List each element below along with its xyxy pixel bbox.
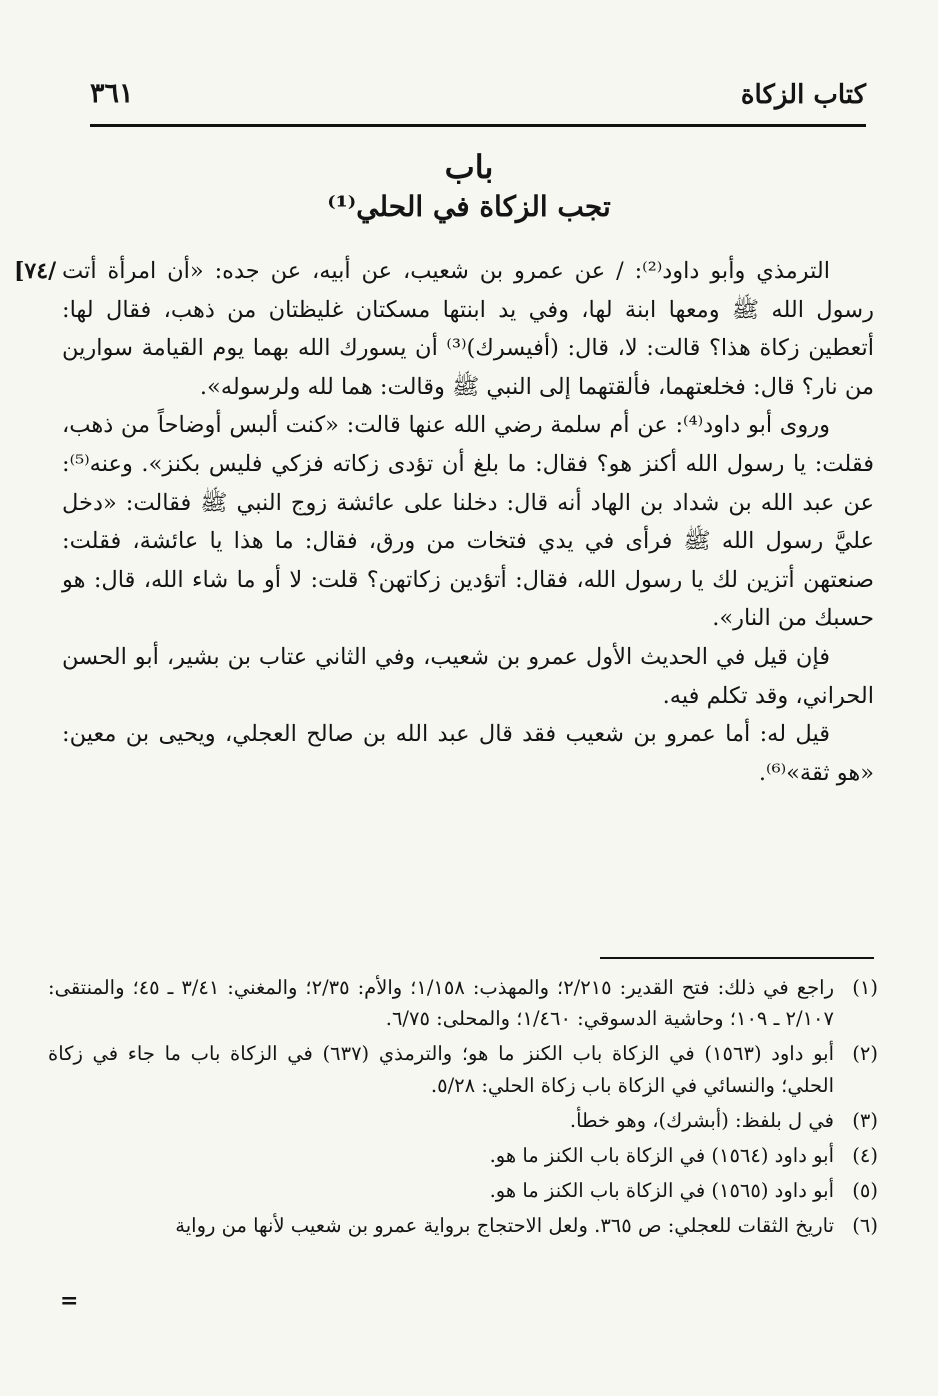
- paragraph: الترمذي وأبو داود⁽²⁾: / عن عمرو بن شعيب، عن أبيه، عن جده: «أن امرأة أتت رسول الله ﷺ ومعها ابنة لها، وفي يد ابنتها مسكتان غليظتان من ذهب، فقال لها: أتعطين زكاة هذا؟ قالت: لا، قال: (أفيسرك)⁽³⁾ أن يسورك الله بهما يوم القيامة سوارين من نار؟ قال: فخلعتهما، فألقتهما إلى النبي ﷺ وقالت: هما لله ولرسوله».: [62, 258, 874, 400]
- footnote-item: [48, 1210, 878, 1241]
- paragraph: وروى أبو داود⁽⁴⁾: عن أم سلمة رضي الله عنها قالت: «كنت ألبس أوضاحاً من ذهب، فقلت: يا رسول الله أكنز هو؟ فقال: ما بلغ أن تؤدى زكاته فزكي فليس بكنز». وعنه⁽⁵⁾: عن عبد الله بن شداد بن الهاد أنه قال: دخلنا على عائشة زوج النبي ﷺ فقالت: «دخل عليَّ رسول الله ﷺ فرأى في يدي فتخات من ورق، فقال: ما هذا يا عائشة، فقلت: صنعتهن أتزين لك يا رسول الله، فقال: أتؤدين زكاتهن؟ قلت: لا أو ما شاء الله، قال: هو حسبك من النار».: [62, 412, 874, 632]
- footnote-item: [48, 1038, 878, 1100]
- footnote-number: (٣): [852, 1108, 878, 1132]
- continuation-mark: =: [60, 1288, 79, 1314]
- chapter-title: تجب الزكاة في الحلي⁽¹⁾: [327, 190, 611, 223]
- footnote-item: [48, 1140, 878, 1171]
- footnote-item: [48, 1175, 878, 1206]
- footnote-number: (٢): [852, 1042, 878, 1066]
- footnote-text: تاريخ الثقات للعجلي: ص ٣٦٥. ولعل الاحتجاج برواية عمرو بن شعيب لأنها من رواية: [175, 1214, 834, 1238]
- footnote-number: (٦): [852, 1214, 878, 1238]
- footnote-text: في ل بلفظ: (أبشرك)، وهو خطأ.: [569, 1108, 834, 1132]
- footnote-separator: [600, 957, 874, 959]
- paragraph: فإن قيل في الحديث الأول عمرو بن شعيب، وفي الثاني عتاب بن بشير، أبو الحسن الحراني، وقد تكلم فيه.: [62, 643, 874, 709]
- book-title: كتاب الزكاة: [740, 80, 866, 110]
- footnote-text: أبو داود (١٥٦٤) في الزكاة باب الكنز ما هو.: [489, 1144, 834, 1168]
- main-text: [62, 252, 874, 792]
- margin-folio-reference: [٧٤/: [14, 258, 57, 284]
- footnote-number: (٥): [852, 1179, 878, 1203]
- footnote-text: أبو داود (١٥٦٣) في الزكاة باب الكنز ما هو؛ والترمذي (٦٣٧) في الزكاة باب ما جاء في زكاة الحلي؛ والنسائي في الزكاة باب زكاة الحلي: ٥/٢٨.: [48, 1042, 834, 1097]
- running-header: [90, 62, 866, 127]
- footnote-item: [48, 972, 878, 1034]
- footnote-item: [48, 1105, 878, 1136]
- page-number: ٣٦١: [90, 78, 134, 109]
- footnotes: [48, 972, 878, 1242]
- paragraph: قيل له: أما عمرو بن شعيب فقد قال عبد الله بن صالح العجلي، ويحيى بن معين: «هو ثقة»⁽⁶⁾.: [62, 721, 874, 786]
- footnote-number: (١): [852, 976, 878, 999]
- footnote-text: راجع في ذلك: فتح القدير: ٢/٢١٥؛ والمهذب: ١/١٥٨؛ والأم: ٢/٣٥؛ والمغني: ٣/٤١ ـ ٤٥؛ والمنتقى: ٢/١٠٧ ـ ١٠٩؛ وحاشية الدسوقي: ١/٤٦٠؛ والمحلى: ٦/٧٥.: [48, 976, 834, 1031]
- footnote-number: (٤): [852, 1144, 878, 1168]
- chapter-heading: باب: [444, 148, 494, 186]
- footnote-text: أبو داود (١٥٦٥) في الزكاة باب الكنز ما هو.: [489, 1179, 834, 1203]
